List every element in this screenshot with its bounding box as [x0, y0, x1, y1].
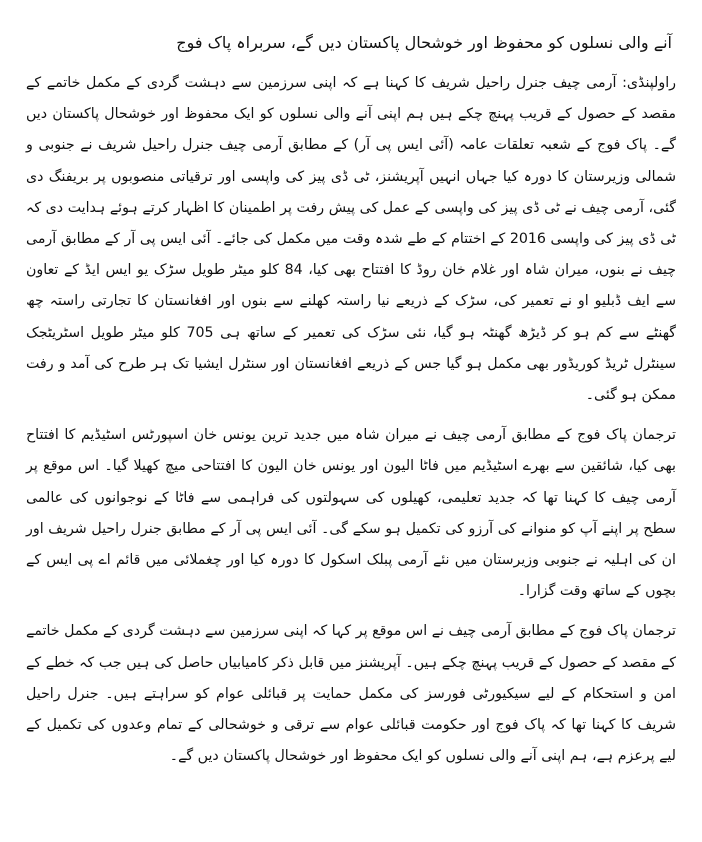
article-paragraph-2: ترجمان پاک فوج کے مطابق آرمی چیف نے میران شاہ میں جدید ترین یونس خان اسپورٹس اسٹیڈیم کا افتتاح بھی کیا، شائقین سے بھرے اسٹیڈیم میں فاٹا الیون اور یونس خان الیون کا افتتاحی میچ کھیلا گیا۔ اس موقع پر آرمی چیف کا کہنا تھا کہ جدید تعلیمی، کھیلوں کی سہولتوں کی فراہمی سے فاٹا کے نوجوانوں کی عالمی سطح پر اپنے آپ کو منوانے کی آرزو کی تکمیل ہو سکے گی۔ آئی ایس پی آر کے مطابق جنرل راحیل شریف اور ان کی اہلیہ نے جنوبی وزیرستان میں نئے آرمی پبلک اسکول کا دورہ کیا اور چغملائی میں قائم اے پی ایس کے بچوں کے ساتھ وقت گزارا۔ — [26, 427, 676, 600]
article-paragraph-1: راولپنڈی: آرمی چیف جنرل راحیل شریف کا کہنا ہے کہ اپنی سرزمین سے دہشت گردی کے مکمل خاتمے کے مقصد کے حصول کے قریب پہنچ چکے ہیں ہم اپنی آنے والی نسلوں کو ایک محفوظ اور خوشحال پاکستان دیں گے۔ پاک فوج کے شعبہ تعلقات عامہ (آئی ایس پی آر) کے مطابق آرمی چیف جنرل راحیل شریف نے جنوبی و شمالی وزیرستان کا دورہ کیا جہاں انہیں آپریشنز، ٹی ڈی پیز کی واپسی اور ترقیاتی منصوبوں پر بریفنگ دی گئی، آرمی چیف نے ٹی ڈی پیز کی واپسی کے عمل کی پیش رفت پر اطمینان کا اظہار کرتے ہوئے ہدایت دی کہ ٹی ڈی پیز کی واپسی 2016 کے اختتام کے طے شدہ وقت میں مکمل کی جائے۔ آئی ایس پی آر کے مطابق آرمی چیف نے بنوں، میران شاہ اور غلام خان روڈ کا افتتاح بھی کیا، 84 کلو میٹر طویل سڑک یو ایس ایڈ کے تعاون سے ایف ڈبلیو او نے تعمیر کی، سڑک کے ذریعے نیا راستہ کھلنے سے بنوں اور افغانستان کا تجارتی راستہ چھ گھنٹے سے کم ہو کر ڈیڑھ گھنٹہ ہو گیا، نئی سڑک کی تعمیر کے ساتھ ہی 705 کلو میٹر طویل اسٹریٹجک سینٹرل ٹریڈ کوریڈور بھی مکمل ہو گیا جس کے ذریعے افغانستان اور سنٹرل ایشیا تک ہر طرح کی آمد و رفت ممکن ہو گئی۔ — [26, 75, 677, 404]
article-paragraph-3: ترجمان پاک فوج کے مطابق آرمی چیف نے اس موقع پر کہا کہ اپنی سرزمین سے دہشت گردی کے مکمل خاتمے کے مقصد کے حصول کے قریب پہنچ چکے ہیں۔ آپریشنز میں قابل ذکر کامیابیاں حاصل کی ہیں جب کہ خطے کے امن و استحکام کے لیے سیکیورٹی فورسز کی مکمل حمایت پر قبائلی عوام کو سراہتے ہیں۔ جنرل راحیل شریف کا کہنا تھا کہ پاک فوج اور حکومت قبائلی عوام سے ترقی و خوشحالی کے تمام وعدوں کی تکمیل کے لیے پرعزم ہے، ہم اپنی آنے والی نسلوں کو ایک محفوظ اور خوشحال پاکستان دیں گے۔ — [26, 623, 676, 765]
article-headline: آنے والی نسلوں کو محفوظ اور خوشحال پاکستان دیں گے، سربراہ پاک فوج — [176, 33, 672, 52]
